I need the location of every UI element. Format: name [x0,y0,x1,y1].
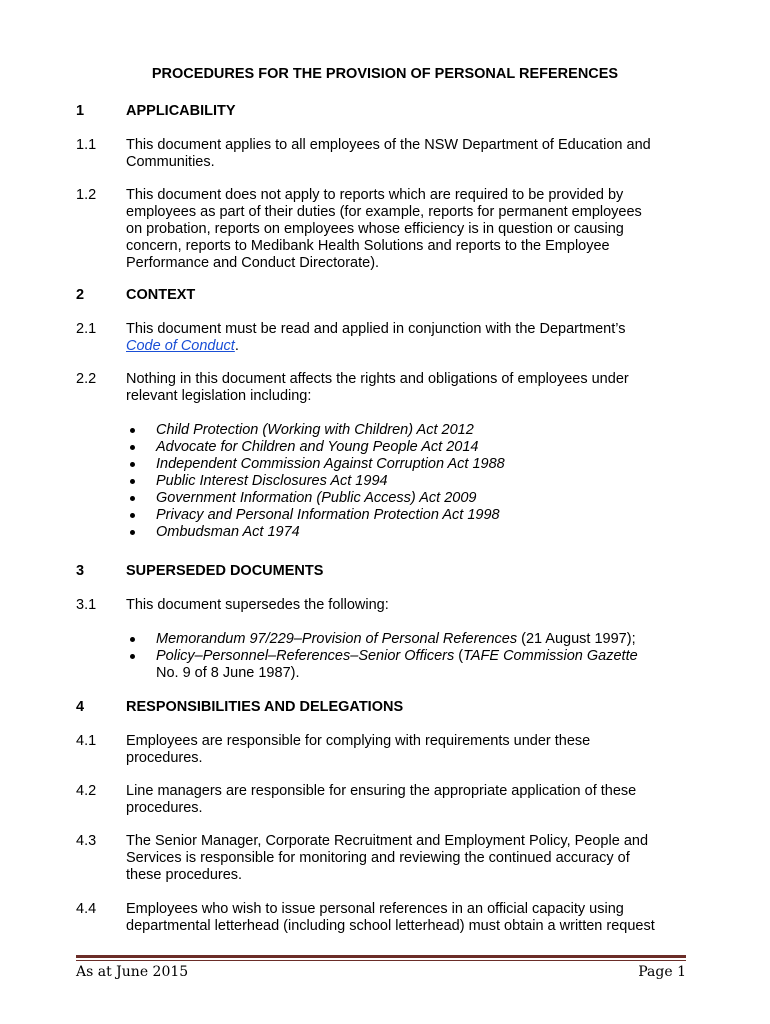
section-title: RESPONSIBILITIES AND DELEGATIONS [126,699,404,715]
paragraph-4-3 [76,833,706,884]
list-item: Advocate for Children and Young People Act 2014 [126,439,706,456]
paragraph-1-2 [76,187,706,272]
section-number: 1 [76,103,85,119]
footer-divider-thin [76,960,686,961]
paragraph-number: 4.1 [76,733,97,749]
section-number: 4 [76,699,85,715]
bullet-icon [130,445,135,450]
section-title: SUPERSEDED DOCUMENTS [126,563,324,579]
text-line: Line managers are responsible for ensuring the appropriate application of these [126,783,637,799]
paragraph-1-1 [76,137,706,171]
superseded-list [76,631,706,682]
text-line: Communities. [126,154,215,170]
list-item: Public Interest Disclosures Act 1994 [126,473,706,490]
text-line: procedures. [126,800,203,816]
list-item: Government Information (Public Access) Act 2009 [126,490,706,507]
footer-date: As at June 2015 [76,964,189,980]
list-item: Child Protection (Working with Children) Act 2012 [126,422,706,439]
code-of-conduct-link[interactable]: Code of Conduct [126,338,235,354]
paragraph-4-4 [76,901,706,935]
text-line: This document must be read and applied in conjunction with the Department’s [126,321,626,337]
text-line: these procedures. [126,867,243,883]
list-item: Independent Commission Against Corruption Act 1988 [126,456,706,473]
section-4-heading [76,699,706,716]
text-line: Nothing in this document affects the rights and obligations of employees under [126,371,629,387]
text-line: on probation, reports on employees whose efficiency is in question or causing [126,221,624,237]
section-3-heading [76,563,706,580]
text-line: This document supersedes the following: [126,597,389,613]
list-item: Privacy and Personal Information Protection Act 1998 [126,507,706,524]
text-line: Employees are responsible for complying with requirements under these [126,733,591,749]
paragraph-4-1 [76,733,706,767]
text-line: This document applies to all employees of the NSW Department of Education and [126,137,651,153]
list-item: Ombudsman Act 1974 [126,524,706,541]
text-line: Employees who wish to issue personal references in an official capacity using [126,901,624,917]
paragraph-number: 2.1 [76,321,97,337]
section-number: 2 [76,287,85,303]
section-title: APPLICABILITY [126,103,236,119]
text-line: departmental letterhead (including school letterhead) must obtain a written request [126,918,655,934]
bullet-icon [130,496,135,501]
bullet-icon [130,530,135,535]
paragraph-number: 3.1 [76,597,97,613]
paragraph-number: 4.3 [76,833,97,849]
text-line: employees as part of their duties (for example, reports for permanent employees [126,204,642,220]
bullet-icon [130,654,135,659]
text-line: The Senior Manager, Corporate Recruitment and Employment Policy, People and [126,833,649,849]
paragraph-number: 1.2 [76,187,97,203]
paragraph-number: 4.2 [76,783,97,799]
text-line: concern, reports to Medibank Health Solutions and reports to the Employee [126,238,610,254]
paragraph-2-2 [76,371,706,405]
footer-divider [76,955,686,958]
bullet-icon [130,462,135,467]
legislation-list [76,422,706,541]
text-line: Performance and Conduct Directorate). [126,255,380,271]
list-item: Memorandum 97/229–Provision of Personal References (21 August 1997); [126,631,706,648]
section-1-heading [76,103,706,120]
text-fragment: . [234,338,239,354]
paragraph-3-1 [76,597,706,614]
page-number: Page 1 [638,964,686,980]
bullet-icon [130,428,135,433]
section-2-heading [76,287,706,304]
page-title: PROCEDURES FOR THE PROVISION OF PERSONAL REFERENCES [151,66,619,82]
bullet-icon [130,513,135,518]
paragraph-4-2 [76,783,706,817]
paragraph-number: 2.2 [76,371,97,387]
text-line: procedures. [126,750,203,766]
section-number: 3 [76,563,85,579]
text-line: This document does not apply to reports which are required to be provided by [126,187,624,203]
text-line: Services is responsible for monitoring and reviewing the continued accuracy of [126,850,630,866]
bullet-icon [130,479,135,484]
bullet-icon [130,637,135,642]
section-title: CONTEXT [126,287,196,303]
paragraph-number: 1.1 [76,137,97,153]
text-line: relevant legislation including: [126,388,312,404]
list-item: Policy–Personnel–References–Senior Officers (TAFE Commission Gazette No. 9 of 8 June 1987). [126,648,706,682]
paragraph-number: 4.4 [76,901,97,917]
paragraph-2-1 [76,321,706,355]
